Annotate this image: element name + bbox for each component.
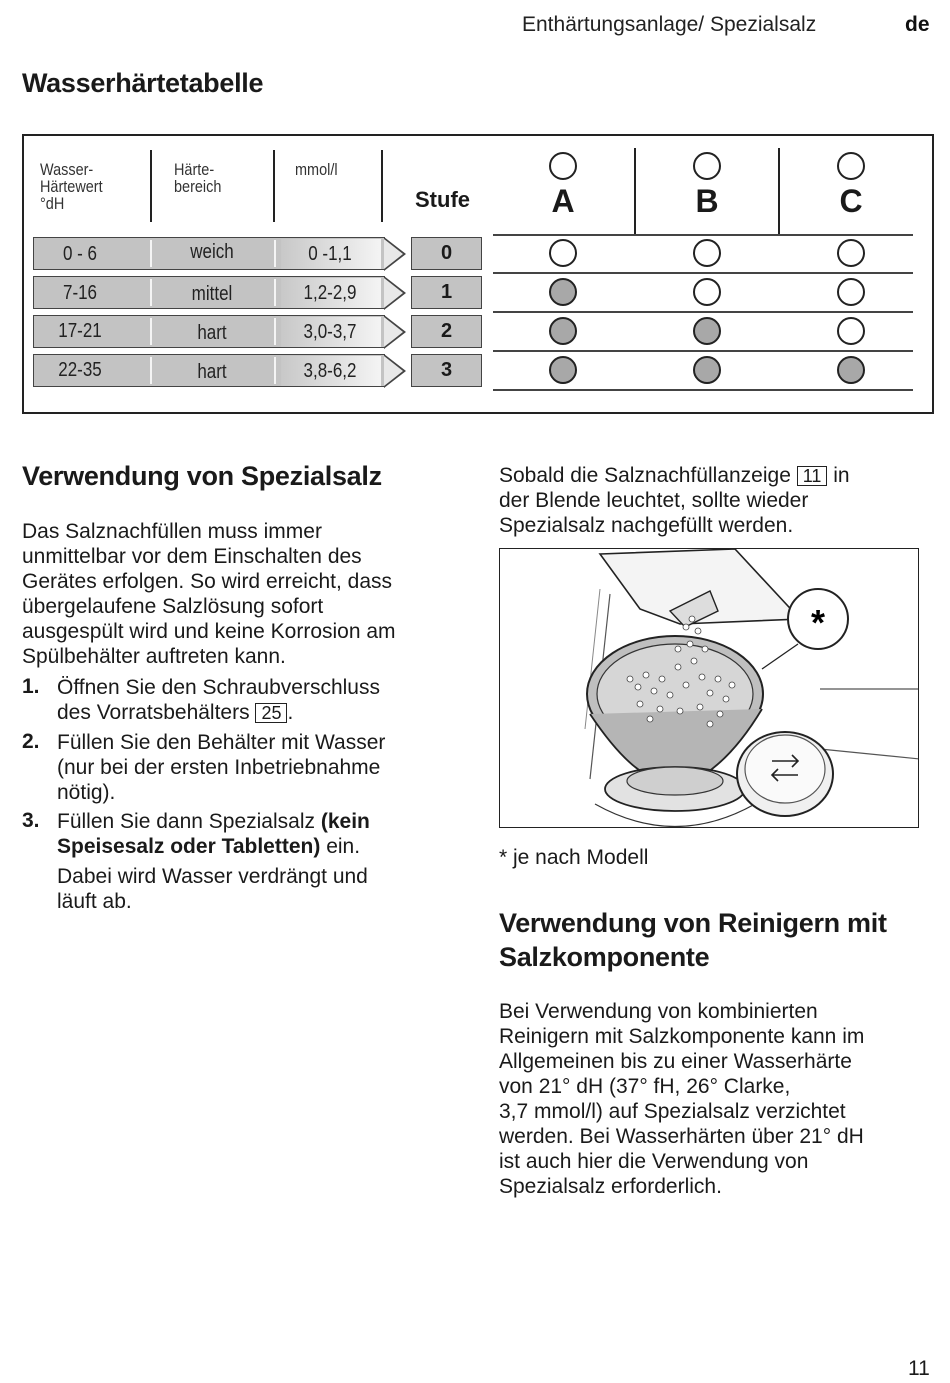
row-dh: 22-35 bbox=[58, 359, 102, 381]
step-3: Füllen Sie dann Spezialsalz (kein Speisesalz oder Tabletten) ein. Dabei wird Wasser verdrängt und läuft ab. bbox=[57, 810, 370, 913]
section-heading-reiniger: Verwendung von Reinigern mit Salzkomponente bbox=[499, 908, 887, 972]
language-tag: de bbox=[905, 13, 930, 36]
table-rule bbox=[493, 389, 913, 391]
setting-c-header-circle bbox=[837, 152, 865, 180]
table-rule bbox=[493, 234, 913, 236]
step-number: 1. bbox=[22, 675, 40, 698]
cell-divider bbox=[150, 279, 152, 306]
setting-a-indicator bbox=[549, 278, 577, 306]
row-range: weich bbox=[190, 241, 234, 263]
footnote: * je nach Modell bbox=[499, 846, 649, 869]
setting-a-indicator bbox=[549, 356, 577, 384]
cell-divider bbox=[274, 279, 276, 306]
col-header-dh: Wasser- Härtewert °dH bbox=[40, 160, 103, 213]
stufe-value: 2 bbox=[411, 315, 482, 348]
col-header-mmol: mmol/l bbox=[295, 160, 338, 179]
table-title: Wasserhärtetabelle bbox=[22, 68, 264, 98]
setting-b-indicator bbox=[693, 239, 721, 267]
reiniger-paragraph: Bei Verwendung von kombinierten Reinigern mit Salzkomponente kann im Allgemeinen bis zu einer Wasserhärte von 21° dH (37° fH, 26° Clarke, 3,7 mmol/l) auf Spezialsalz verzichtet werden. Bei Wasserhärten über 21° dH ist auch hier die Verwendung von Spezialsalz erforderlich. bbox=[499, 1000, 865, 1198]
refill-indicator-paragraph: Sobald die Salznachfüllanzeige 11 in der Blende leuchtet, sollte wieder Spezialsalz nachgefüllt werden. bbox=[499, 464, 850, 537]
step-number: 2. bbox=[22, 730, 40, 753]
page-number: 11 bbox=[908, 1357, 930, 1380]
cell-divider bbox=[274, 318, 276, 345]
row-range: hart bbox=[197, 322, 227, 344]
setting-b-header-circle bbox=[693, 152, 721, 180]
section-heading-spezialsalz: Verwendung von Spezialsalz bbox=[22, 461, 382, 491]
column-divider bbox=[273, 150, 275, 222]
setting-b-indicator bbox=[693, 356, 721, 384]
step-2: Füllen Sie den Behälter mit Wasser (nur bei der ersten Inbetriebnahme nötig). bbox=[57, 731, 386, 804]
funnel-illustration bbox=[500, 549, 919, 828]
setting-c-indicator bbox=[837, 317, 865, 345]
column-divider bbox=[381, 150, 383, 222]
row-range: mittel bbox=[191, 283, 233, 305]
row-arrow-inner bbox=[384, 239, 403, 269]
stufe-value: 3 bbox=[411, 354, 482, 387]
running-header: Enthärtungsanlage/ Spezialsalz bbox=[522, 13, 817, 36]
table-rule bbox=[493, 350, 913, 352]
stufe-value: 1 bbox=[411, 276, 482, 309]
row-range: hart bbox=[197, 361, 227, 383]
setting-b-indicator bbox=[693, 317, 721, 345]
setting-c-indicator bbox=[837, 356, 865, 384]
row-dh: 0 - 6 bbox=[62, 243, 98, 265]
setting-c-label: C bbox=[839, 183, 863, 219]
column-divider bbox=[634, 148, 636, 234]
cell-divider bbox=[274, 357, 276, 384]
row-mmol: 3,0-3,7 bbox=[303, 321, 357, 343]
setting-b-label: B bbox=[695, 183, 719, 219]
cell-divider bbox=[150, 357, 152, 384]
row-dh: 7-16 bbox=[62, 282, 98, 304]
table-rule bbox=[493, 272, 913, 274]
column-divider bbox=[778, 148, 780, 234]
setting-a-indicator bbox=[549, 317, 577, 345]
setting-c-indicator bbox=[837, 278, 865, 306]
row-mmol: 1,2-2,9 bbox=[303, 282, 357, 304]
setting-a-indicator bbox=[549, 239, 577, 267]
table-rule bbox=[493, 311, 913, 313]
cell-divider bbox=[274, 240, 276, 267]
cell-divider bbox=[150, 240, 152, 267]
row-dh: 17-21 bbox=[58, 320, 102, 342]
salt-filling-illustration bbox=[499, 548, 919, 828]
row-arrow-inner bbox=[384, 317, 403, 347]
setting-a-header-circle bbox=[549, 152, 577, 180]
setting-a-label: A bbox=[551, 183, 575, 219]
ref-number: 11 bbox=[797, 466, 828, 486]
row-mmol: 0 -1,1 bbox=[308, 243, 352, 265]
row-arrow-inner bbox=[384, 356, 403, 386]
step-1: Öffnen Sie den Schraubverschluss des Vorratsbehälters 25 . bbox=[57, 676, 380, 724]
step-number: 3. bbox=[22, 809, 40, 832]
row-arrow-inner bbox=[384, 278, 403, 308]
column-divider bbox=[150, 150, 152, 222]
col-header-stufe: Stufe bbox=[415, 187, 470, 212]
stufe-value: 0 bbox=[411, 237, 482, 270]
setting-b-indicator bbox=[693, 278, 721, 306]
cell-divider bbox=[150, 318, 152, 345]
setting-c-indicator bbox=[837, 239, 865, 267]
row-mmol: 3,8-6,2 bbox=[303, 360, 357, 382]
col-header-range: Härte- bereich bbox=[174, 160, 222, 196]
star-marker: * bbox=[810, 602, 826, 643]
intro-paragraph: Das Salznachfüllen muss immer unmittelbar vor dem Einschalten des Gerätes erfolgen. So wird erreicht, dass übergelaufene Salzlösung sofort ausgespült wird und keine Korrosion am Spülbehälter auftreten kann. bbox=[22, 520, 396, 668]
ref-number: 25 bbox=[255, 703, 287, 723]
